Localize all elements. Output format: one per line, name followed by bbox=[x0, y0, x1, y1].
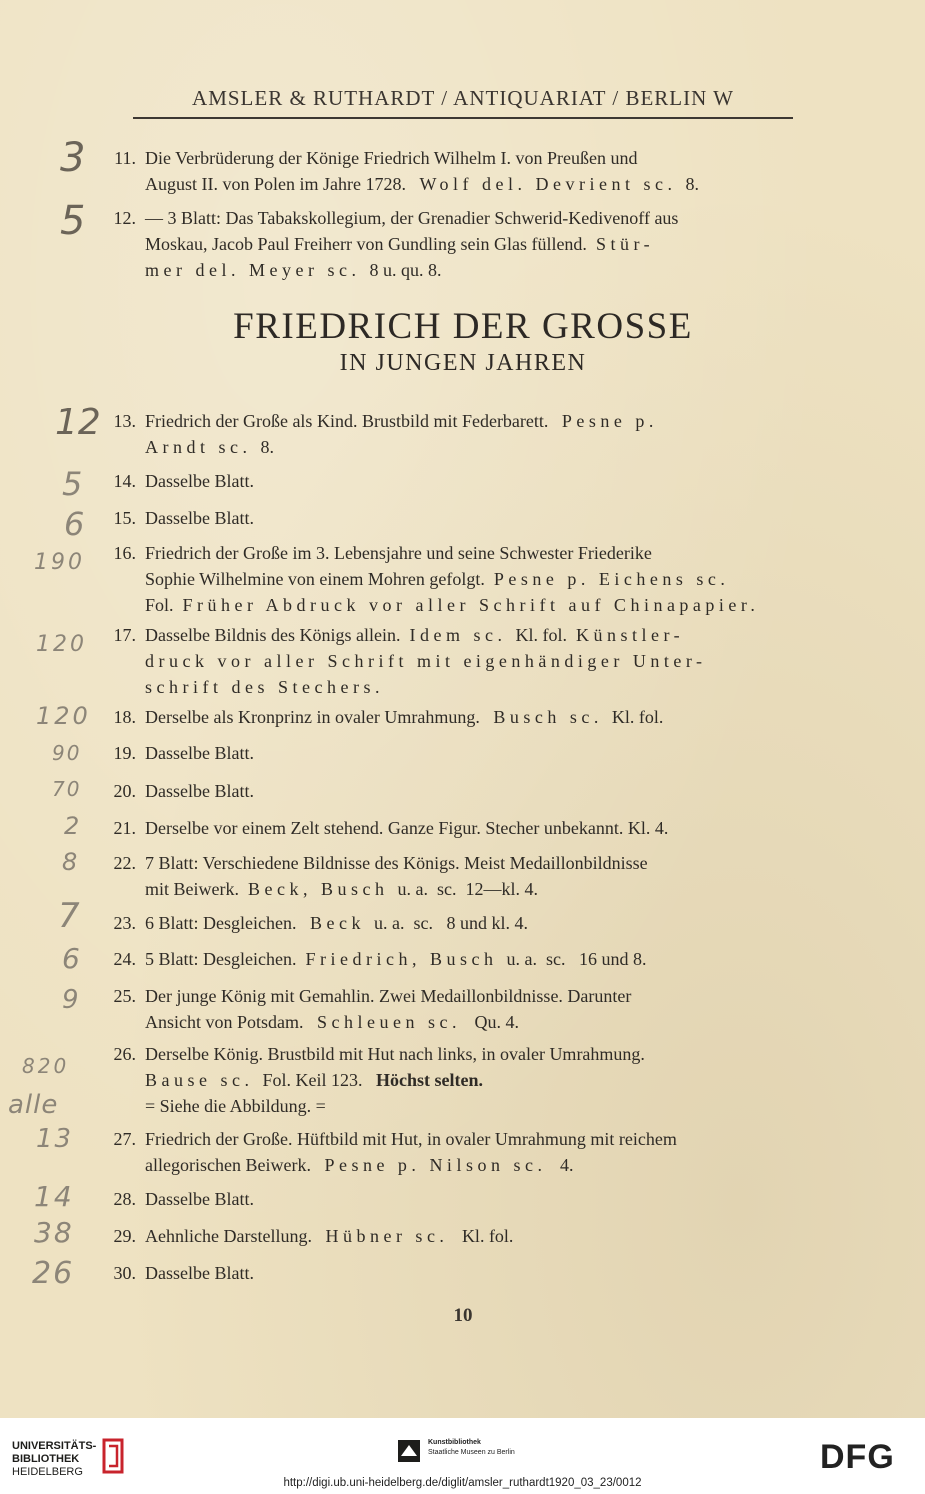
rarity-note: Höchst selten. bbox=[376, 1070, 483, 1090]
format: Qu. 4. bbox=[474, 1012, 519, 1032]
artist-name: Pesne p. bbox=[493, 569, 590, 589]
engraver-name: Beck bbox=[309, 913, 365, 933]
catalog-entry-23 bbox=[100, 910, 820, 936]
entry-line: Dasselbe Blatt. bbox=[145, 1189, 254, 1209]
engraver-name: Schleuen sc. bbox=[317, 1012, 461, 1032]
entry-number: 15. bbox=[113, 508, 136, 528]
entry-text: u. a. bbox=[506, 949, 537, 969]
format: 4. bbox=[559, 1155, 574, 1175]
catalog-entry-21 bbox=[100, 815, 820, 841]
pencil-note: 120 bbox=[36, 632, 87, 657]
entry-text: u. a. bbox=[397, 879, 428, 899]
entry-number: 12. bbox=[113, 208, 136, 228]
entry-line: Derselbe König. Brustbild mit Hut nach links, in ovaler Umrahmung. bbox=[145, 1044, 645, 1064]
pencil-note: 12 bbox=[55, 402, 101, 443]
entry-line bbox=[145, 231, 820, 257]
entry-number: 21. bbox=[113, 818, 136, 838]
entry-number: 19. bbox=[113, 743, 136, 763]
entry-text: sc. bbox=[436, 879, 457, 899]
entry-line bbox=[145, 1152, 820, 1178]
catalog-entry-26 bbox=[100, 1041, 820, 1119]
entry-text: Fol. Keil 123. bbox=[262, 1070, 363, 1090]
catalog-entry-22 bbox=[100, 850, 820, 902]
entry-number: 16. bbox=[113, 543, 136, 563]
format: Kl. fol. bbox=[461, 1226, 514, 1246]
entry-line: druck vor aller Schrift mit eigenhändiger Unter- bbox=[145, 651, 707, 671]
entry-line bbox=[145, 1067, 820, 1093]
artist-name: Stür- bbox=[595, 234, 655, 254]
entry-line bbox=[145, 876, 820, 902]
pencil-note: 9 bbox=[62, 985, 79, 1015]
catalog-entry-27 bbox=[100, 1126, 820, 1178]
artist-name: Pesne p. bbox=[324, 1155, 421, 1175]
entry-line: schrift des Stechers. bbox=[145, 677, 384, 697]
entry-line bbox=[145, 434, 820, 460]
engraver-name: Busch sc. bbox=[493, 707, 603, 727]
format: 8 u. qu. 8. bbox=[369, 260, 442, 280]
kunstbibliothek-label bbox=[428, 1438, 515, 1458]
entry-number: 23. bbox=[113, 913, 136, 933]
entry-number: 14. bbox=[113, 471, 136, 491]
format: Kl. fol. bbox=[515, 625, 567, 645]
catalog-entry-30 bbox=[100, 1260, 820, 1286]
uni-label-line: BIBLIOTHEK bbox=[12, 1453, 80, 1465]
entry-text: sc. bbox=[545, 949, 566, 969]
engraver-name: Hübner sc. bbox=[325, 1226, 449, 1246]
entry-line bbox=[145, 1223, 820, 1249]
pencil-note: 5 bbox=[60, 198, 86, 244]
entry-number: 25. bbox=[113, 986, 136, 1006]
format: 8 und kl. 4. bbox=[446, 913, 528, 933]
entry-number: 26. bbox=[113, 1044, 136, 1064]
format: 12—kl. 4. bbox=[465, 879, 538, 899]
format: 16 und 8. bbox=[578, 949, 647, 969]
format: 8. bbox=[260, 437, 274, 457]
engraver-name: Friedrich, Busch bbox=[305, 949, 498, 969]
entry-text: Ansicht von Potsdam. bbox=[145, 1012, 304, 1032]
uni-label-line: HEIDELBERG bbox=[12, 1466, 83, 1478]
entry-number: 17. bbox=[113, 625, 136, 645]
entry-line: Dasselbe Blatt. bbox=[145, 1263, 254, 1283]
entry-text: Friedrich der Große als Kind. Brustbild mit Federbarett. bbox=[145, 411, 549, 431]
catalog-entry-14 bbox=[100, 468, 820, 494]
edition-note: Früher Abdruck vor aller Schrift auf Chinapapier. bbox=[182, 595, 760, 615]
engraver-name: Idem sc. bbox=[409, 625, 507, 645]
section-subtitle: IN JUNGEN JAHREN bbox=[339, 350, 587, 376]
entry-line: Friedrich der Große. Hüftbild mit Hut, in ovaler Umrahmung mit reichem bbox=[145, 1129, 677, 1149]
running-head: AMSLER & RUTHARDT / ANTIQUARIAT / BERLIN W bbox=[192, 86, 734, 110]
entry-number: 30. bbox=[113, 1263, 136, 1283]
digitization-footer bbox=[0, 1418, 925, 1494]
artist-name: mer del. bbox=[145, 260, 240, 280]
uni-label-line: UNIVERSITÄTS- bbox=[12, 1440, 97, 1452]
entry-line: Dasselbe Blatt. bbox=[145, 743, 254, 763]
pencil-note: 8 bbox=[62, 848, 78, 876]
permalink-url[interactable]: http://digi.ub.uni-heidelberg.de/diglit/amsler_ruthardt1920_03_23/0012 bbox=[283, 1477, 642, 1489]
catalog-entry-15 bbox=[100, 505, 820, 531]
entry-line bbox=[145, 622, 820, 648]
format: Fol. bbox=[145, 595, 174, 615]
pencil-note: 13 bbox=[36, 1124, 74, 1154]
pencil-note: 120 bbox=[36, 702, 91, 730]
entry-text: mit Beiwerk. bbox=[145, 879, 239, 899]
entry-text: Sophie Wilhelmine von einem Mohren gefolgt. bbox=[145, 569, 485, 589]
entry-text: allegorischen Beiwerk. bbox=[145, 1155, 311, 1175]
entry-number: 18. bbox=[113, 707, 136, 727]
artist-name: Pesne p. bbox=[561, 411, 658, 431]
entry-line: — 3 Blatt: Das Tabakskollegium, der Grenadier Schwerid-Kedivenoff aus bbox=[145, 208, 679, 228]
entry-line bbox=[145, 1009, 820, 1035]
entry-line bbox=[145, 592, 820, 618]
catalog-entry-29 bbox=[100, 1223, 820, 1249]
entry-line bbox=[145, 257, 820, 283]
pencil-note: 190 bbox=[34, 550, 85, 575]
entry-line: Dasselbe Blatt. bbox=[145, 508, 254, 528]
entry-line: 7 Blatt: Verschiedene Bildnisse des Königs. Meist Medaillonbildnisse bbox=[145, 853, 648, 873]
entry-number: 11. bbox=[114, 148, 136, 168]
entry-line: Die Verbrüderung der Könige Friedrich Wilhelm I. von Preußen und bbox=[145, 148, 638, 168]
see-illustration-note: = Siehe die Abbildung. = bbox=[145, 1096, 326, 1116]
entry-text: sc. bbox=[413, 913, 433, 933]
entry-line bbox=[145, 704, 820, 730]
pencil-note: alle bbox=[8, 1090, 59, 1120]
entry-number: 20. bbox=[113, 781, 136, 801]
catalog-entry-17 bbox=[100, 622, 820, 700]
entry-line: Derselbe vor einem Zelt stehend. Ganze Figur. Stecher unbekannt. Kl. 4. bbox=[145, 818, 669, 838]
catalog-entry-11 bbox=[100, 145, 820, 197]
pencil-note: 6 bbox=[62, 942, 80, 975]
entry-line bbox=[145, 408, 820, 434]
kb-label-line: Kunstbibliothek bbox=[428, 1439, 481, 1446]
entry-text: Moskau, Jacob Paul Freiherr von Gundling sein Glas füllend. bbox=[145, 234, 587, 254]
engraver-name: Meyer sc. bbox=[248, 260, 361, 280]
entry-line bbox=[145, 946, 820, 972]
kunstbibliothek-logo-icon bbox=[398, 1440, 420, 1462]
catalog-entry-24 bbox=[100, 946, 820, 972]
entry-line bbox=[145, 566, 820, 592]
entry-number: 28. bbox=[113, 1189, 136, 1209]
entry-text: Derselbe als Kronprinz in ovaler Umrahmung. bbox=[145, 707, 480, 727]
catalog-entry-16 bbox=[100, 540, 820, 618]
heidelberg-logo-icon bbox=[100, 1436, 126, 1476]
format: Kl. fol. bbox=[611, 707, 664, 727]
engraver-name: Nilson sc. bbox=[429, 1155, 547, 1175]
header-rule bbox=[133, 117, 793, 119]
kb-label-line: Staatliche Museen zu Berlin bbox=[428, 1449, 515, 1456]
entry-number: 24. bbox=[113, 949, 136, 969]
page-number: 10 bbox=[453, 1305, 473, 1326]
pencil-note: 38 bbox=[34, 1216, 74, 1249]
entry-text: 5 Blatt: Desgleichen. bbox=[145, 949, 297, 969]
entry-line: Dasselbe Blatt. bbox=[145, 471, 254, 491]
entry-text: Aehnliche Darstellung. bbox=[145, 1226, 312, 1246]
pencil-note: 3 bbox=[60, 135, 86, 181]
heidelberg-university-library-label bbox=[12, 1440, 96, 1479]
entry-line: Friedrich der Große im 3. Lebensjahre und seine Schwester Friederike bbox=[145, 543, 652, 563]
engraver-name: Arndt sc. bbox=[145, 437, 252, 457]
engraver-name: Devrient sc. bbox=[535, 174, 677, 194]
entry-line bbox=[145, 171, 820, 197]
pencil-note: 90 bbox=[52, 741, 82, 765]
section-title: FRIEDRICH DER GROSSE bbox=[233, 306, 693, 347]
pencil-note: 14 bbox=[34, 1180, 74, 1213]
engraver-name: Beck, Busch bbox=[247, 879, 389, 899]
dfg-logo: DFG bbox=[820, 1438, 895, 1476]
entry-text: u. a. bbox=[373, 913, 405, 933]
catalog-entry-25 bbox=[100, 983, 820, 1035]
pencil-note: 70 bbox=[52, 777, 82, 801]
entry-number: 29. bbox=[113, 1226, 136, 1246]
entry-number: 27. bbox=[113, 1129, 136, 1149]
engraver-name: Bause sc. bbox=[145, 1070, 254, 1090]
pencil-note: 7 bbox=[58, 896, 80, 936]
catalog-entry-28 bbox=[100, 1186, 820, 1212]
pencil-note: 5 bbox=[62, 465, 83, 503]
catalog-entry-18 bbox=[100, 704, 820, 730]
pencil-note: 6 bbox=[64, 505, 85, 543]
entry-number: 13. bbox=[113, 411, 136, 431]
edition-note: Künstler- bbox=[575, 625, 685, 645]
format: 8. bbox=[685, 174, 699, 194]
entry-line: Der junge König mit Gemahlin. Zwei Medaillonbildnisse. Darunter bbox=[145, 986, 632, 1006]
catalog-entry-20 bbox=[100, 778, 820, 804]
entry-text: Dasselbe Bildnis des Königs allein. bbox=[145, 625, 401, 645]
catalog-entry-13 bbox=[100, 408, 820, 460]
pencil-note: 26 bbox=[32, 1256, 75, 1291]
entry-line bbox=[145, 910, 820, 936]
entry-line: Dasselbe Blatt. bbox=[145, 781, 254, 801]
entry-text: 6 Blatt: Desgleichen. bbox=[145, 913, 297, 933]
pencil-note: 820 bbox=[22, 1054, 70, 1078]
engraver-name: Eichens sc. bbox=[598, 569, 730, 589]
entry-text: August II. von Polen im Jahre 1728. bbox=[145, 174, 406, 194]
catalog-entry-19 bbox=[100, 740, 820, 766]
pencil-note: 2 bbox=[64, 812, 80, 840]
artist-name: Wolf del. bbox=[419, 174, 527, 194]
catalog-entry-12 bbox=[100, 205, 820, 283]
entry-number: 22. bbox=[113, 853, 136, 873]
